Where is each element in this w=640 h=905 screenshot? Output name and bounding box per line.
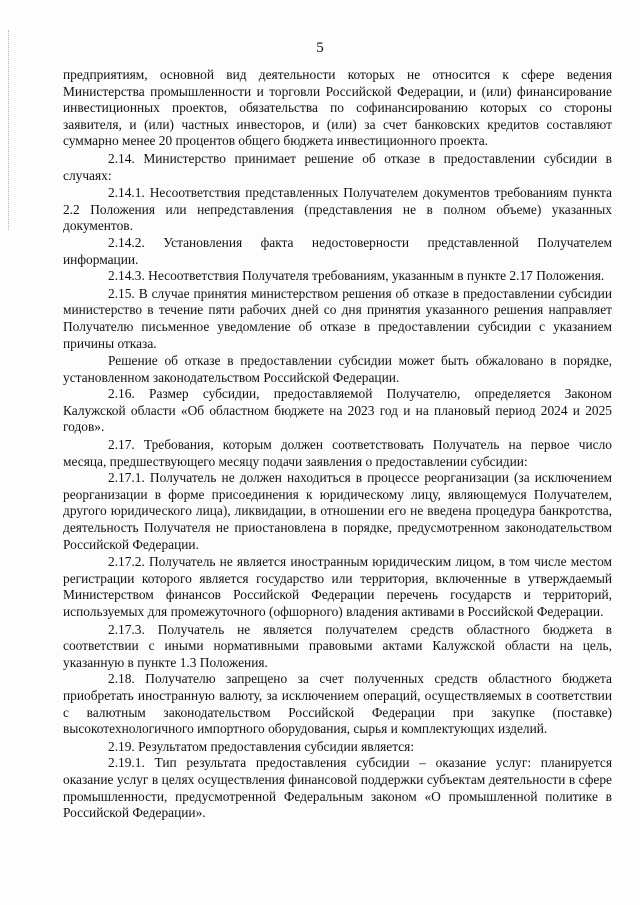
paragraph-2-14: 2.14. Министерство принимает решение об отказе в предоставлении субсидии в случаях: [63, 150, 612, 183]
paragraph-2-16: 2.16. Размер субсидии, предоставляемой Получателю, определяется Законом Калужской области «Об областном бюджете на 2023 год и на плановый период 2024 и 2025 годов». [63, 386, 612, 435]
paragraph-intro: предприятиям, основной вид деятельности которых не относится к сфере ведения Министерства промышленности и торговли Российской Федерации, и (или) финансирование инвестиционных проектов, обязательства по софинансированию которых со стороны заявителя, и (или) частных инвесторов, и (или) за счет банковских кредитов составляют суммарно менее 20 процентов общего бюджета инвестиционного проекта. [63, 67, 612, 149]
page-number: 5 [316, 40, 324, 56]
paragraph-2-19-1: 2.19.1. Тип результата предоставления субсидии – оказание услуг: планируется оказание услуг в целях осуществления финансовой поддержки субъектам деятельности в сфере промышленности, предусмотренной Федеральным законом «О промышленной политике в Российской Федерации». [63, 755, 612, 821]
paragraph-2-15: 2.15. В случае принятия министерством решения об отказе в предоставлении субсидии министерство в течение пяти рабочих дней со дня принятия указанного решения направляет Получателю письменное уведомление об отказе в предоставлении субсидии с указанием причины отказа. [63, 285, 612, 351]
paragraph-2-17-2: 2.17.2. Получатель не является иностранным юридическим лицом, в том числе местом регистрации которого является государство или территория, включенные в утверждаемый Министерством финансов Российской Федерации перечень государств и территорий, используемых для промежуточного (офшорного) владения активами в Российской Федерации. [63, 554, 612, 619]
paragraph-2-18: 2.18. Получателю запрещено за счет полученных средств областного бюджета приобретать иностранную валюту, за исключением операций, осуществляемых в соответствии с валютным законодательством Российской Федерации при закупке (поставке) высокотехнологичного импортного оборудования, сырья и комплектующих изделий. [63, 671, 612, 737]
paragraph-2-17: 2.17. Требования, которым должен соответствовать Получатель на первое число месяца, предшествующего месяцу подачи заявления о предоставлении субсидии: [63, 437, 612, 469]
document-body [63, 67, 612, 822]
paragraph-2-14-2: 2.14.2. Установления факта недостоверности представленной Получателем информации. [63, 234, 612, 267]
paragraph-2-14-3: 2.14.3. Несоответствия Получателя требованиям, указанным в пункте 2.17 Положения. [108, 268, 605, 284]
paragraph-2-19: 2.19. Результатом предоставления субсидии является: [108, 738, 415, 754]
paragraph-2-14-1: 2.14.1. Несоответствия представленных Получателем документов требованиям пункта 2.2 Положения или непредставления (представления не в полном объеме) указанных документов. [63, 185, 612, 234]
paragraph-appeal: Решение об отказе в предоставлении субсидии может быть обжаловано в порядке, установленном законодательством Российской Федерации. [63, 353, 612, 385]
paragraph-2-17-1: 2.17.1. Получатель не должен находиться в процессе реорганизации (за исключением реорганизации в форме присоединения к юридическому лицу, являющемуся Получателем, другого юридического лица), ликвидации, в отношении его не введена процедура банкротства, деятельность Получателя не приостановлена в порядке, предусмотренном законодательством Российской Федерации. [63, 470, 612, 552]
paragraph-2-17-3: 2.17.3. Получатель не является получателем средств областного бюджета в соответствии с иными нормативными правовыми актами Калужской области на цель, указанную в пункте 1.3 Положения. [63, 621, 612, 670]
margin-scan-marks [8, 30, 11, 230]
